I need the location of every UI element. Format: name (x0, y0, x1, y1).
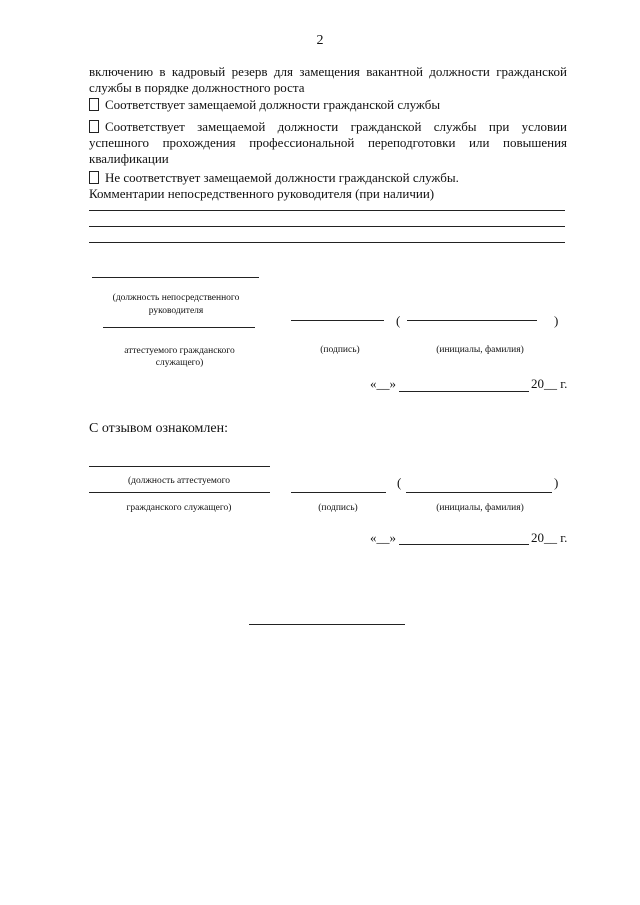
comments-line-1[interactable] (89, 210, 565, 211)
employee-date-quotes: «__» (370, 530, 396, 545)
employee-signature-line[interactable] (291, 492, 386, 493)
employee-name-line[interactable] (406, 492, 552, 493)
comments-label: Комментарии непосредственного руководителя (при наличии) (89, 186, 435, 201)
option-fits-conditionally (89, 119, 567, 135)
employee-position-caption-2: гражданского служащего) (126, 503, 232, 513)
option-fits-conditionally-line-2: успешного прохождения профессиональной переподготовки или повышения (89, 135, 567, 150)
manager-date-quotes: «__» (370, 376, 396, 391)
option-fits-checkbox[interactable] (89, 98, 99, 111)
option-fits-label: Соответствует замещаемой должности гражданской службы (105, 97, 441, 112)
manager-position-caption-1: (должность непосредственного (112, 293, 240, 303)
intro-line-1: включению в кадровый резерв для замещения вакантной должности гражданской (89, 64, 567, 79)
closing-divider (249, 624, 405, 625)
option-fits-conditionally-line-3: квалификации (89, 151, 169, 166)
intro-line-2: службы в порядке должностного роста (89, 80, 305, 95)
comments-line-2[interactable] (89, 226, 565, 227)
manager-date-month-line[interactable] (399, 391, 529, 392)
manager-date-year: 20__ г. (531, 376, 568, 391)
manager-position-caption-3: аттестуемого гражданского (124, 346, 235, 356)
employee-position-line-2[interactable] (89, 492, 270, 493)
manager-position-line-1[interactable] (92, 277, 259, 278)
employee-name-caption: (инициалы, фамилия) (436, 503, 524, 513)
manager-position-caption-4: служащего) (155, 358, 204, 368)
manager-position-caption-2: руководителя (148, 306, 204, 316)
ack-label: С отзывом ознакомлен: (89, 421, 228, 436)
manager-paren-close: ) (554, 313, 559, 328)
option-not-fits-checkbox[interactable] (89, 171, 99, 184)
employee-signature-caption: (подпись) (318, 503, 358, 513)
employee-paren-close: ) (554, 475, 559, 490)
employee-date-month-line[interactable] (399, 544, 529, 545)
employee-position-caption-1: (должность аттестуемого (127, 476, 231, 486)
comments-line-3[interactable] (89, 242, 565, 243)
employee-date-year: 20__ г. (531, 530, 568, 545)
option-not-fits (89, 170, 567, 186)
option-fits-conditionally-checkbox[interactable] (89, 120, 99, 133)
manager-name-line[interactable] (407, 320, 537, 321)
manager-paren-open: ( (396, 313, 401, 328)
option-fits (89, 97, 567, 113)
employee-paren-open: ( (397, 475, 402, 490)
manager-name-caption: (инициалы, фамилия) (436, 345, 524, 355)
manager-signature-line[interactable] (291, 320, 384, 321)
option-not-fits-label: Не соответствует замещаемой должности гражданской службы. (105, 170, 459, 185)
option-fits-conditionally-line-1: Соответствует замещаемой должности гражданской службы при условии (105, 119, 567, 134)
manager-position-line-2[interactable] (103, 327, 255, 328)
manager-signature-caption: (подпись) (320, 345, 360, 355)
employee-position-line-1[interactable] (89, 466, 270, 467)
page-number: 2 (316, 33, 324, 48)
